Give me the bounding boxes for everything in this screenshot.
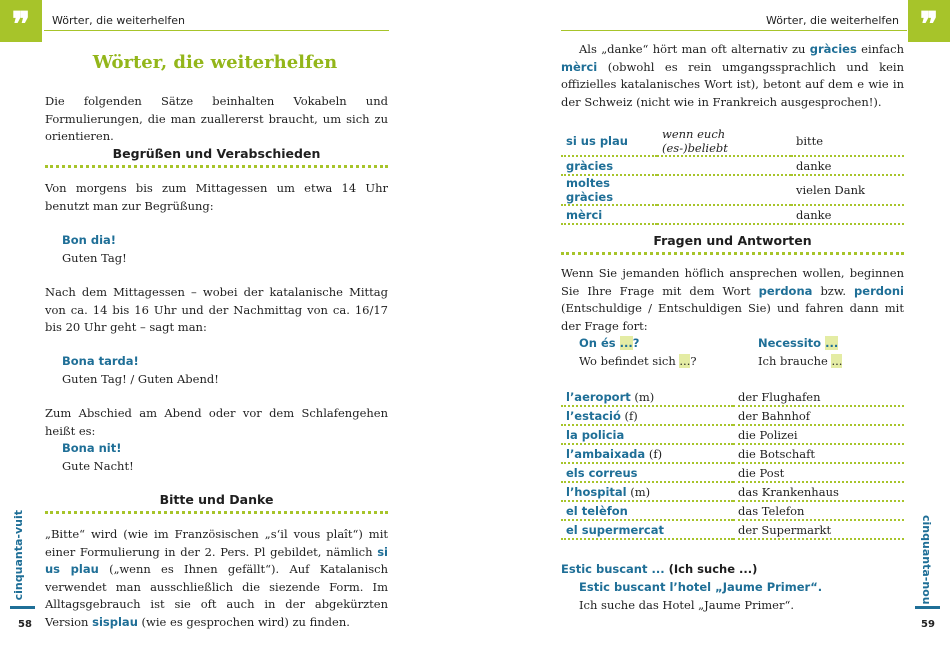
german-meaning: das Telefon (733, 501, 904, 520)
example-meaning: Guten Tag! / Guten Abend! (62, 372, 219, 386)
german-meaning: der Flughafen (733, 388, 904, 406)
placeholder-ellipsis: ... (825, 336, 839, 350)
need-term (758, 336, 838, 350)
side-bar (915, 606, 940, 609)
text-span: („wenn es Ihnen gefällt“). Auf Katalanisch verwendet man ausschließlich die siezende Form. Im Alltagsgebrauch ist sie oft auch in der abgekürzten Version (45, 562, 388, 629)
term: Estic buscant ... (561, 562, 665, 576)
term: el supermercat (566, 522, 665, 537)
text-span: Wenn Sie jemanden höflich ansprechen wollen, beginnen Sie Ihre Frage mit dem Wort (561, 266, 904, 298)
text-span: ? (632, 336, 640, 350)
side-page-label: cinquanta-vuit (12, 510, 25, 601)
german-meaning: danke (791, 205, 904, 224)
literal-note: wenn euch (es-)beliebt (657, 127, 791, 156)
paragraph: Von morgens bis zum Mittagessen um etwa 14 Uhr benutzt man zur Begrüßung: (45, 181, 388, 213)
right-page (475, 0, 950, 648)
example-meaning: Guten Tag! (62, 251, 127, 265)
text-span: Als „danke“ hört man oft alternativ zu (579, 42, 810, 56)
section-heading-questions: Fragen und Antworten (653, 233, 812, 248)
text-span: Wo befindet sich (579, 354, 676, 368)
catalan-term (561, 482, 733, 501)
german-meaning: vielen Dank (791, 175, 904, 205)
german-meaning: die Polizei (733, 425, 904, 444)
dotted-divider (45, 165, 388, 168)
catalan-term (561, 388, 733, 406)
text-span: Necessito (758, 336, 822, 350)
quote-icon: ❞ (0, 0, 42, 42)
catalan-term: gràcies (561, 156, 657, 175)
table-row (561, 444, 904, 463)
literal-note (657, 205, 791, 224)
inline-term: perdoni (854, 283, 904, 298)
table-row (561, 156, 904, 175)
meaning: (Ich suche ...) (668, 562, 758, 576)
catalan-term: moltes gràcies (561, 175, 657, 205)
gender: (f) (624, 408, 638, 423)
search-heading (561, 562, 757, 576)
catalan-term: si us plau (561, 127, 657, 156)
german-meaning: der Supermarkt (733, 520, 904, 539)
inline-term: gràcies (809, 42, 857, 56)
term: l’ambaixada (566, 446, 646, 461)
catalan-term (561, 425, 733, 444)
table-row (561, 482, 904, 501)
example-meaning: Gute Nacht! (62, 459, 134, 473)
table-row (561, 501, 904, 520)
question-meaning (579, 354, 697, 368)
question-term (579, 336, 639, 350)
placeholder-ellipsis: ... (679, 354, 691, 368)
german-meaning: bitte (791, 127, 904, 156)
intro-paragraph: Die folgenden Sätze beinhalten Vokabeln und Formulierungen, die man zuallererst braucht, um sich zu orientieren. (45, 94, 388, 143)
inline-term: si us plau (45, 544, 388, 576)
section-heading-greetings: Begrüßen und Verabschieden (112, 146, 321, 161)
term: els correus (566, 465, 638, 480)
paragraph-questions (561, 265, 904, 335)
text-span: bzw. (812, 283, 855, 298)
places-vocab-table (561, 388, 904, 540)
term: l’hospital (566, 484, 627, 499)
german-meaning: das Krankenhaus (733, 482, 904, 501)
table-row (561, 406, 904, 425)
text-span: ? (690, 354, 697, 368)
dotted-divider (45, 511, 388, 514)
literal-note (657, 156, 791, 175)
text-span: Ich brauche (758, 354, 828, 368)
text-span: einfach (856, 42, 904, 56)
gender: (m) (630, 484, 651, 499)
gender: (f) (648, 446, 663, 461)
page-number: 59 (921, 619, 935, 630)
term: el telèfon (566, 503, 628, 518)
text-span: On és (579, 336, 616, 350)
inline-term: sisplau (92, 614, 138, 629)
german-meaning: der Bahnhof (733, 406, 904, 425)
paragraph: Zum Abschied am Abend oder vor dem Schlafengehen heißt es: (45, 406, 388, 438)
paragraph: Nach dem Mittagessen – wobei der katalanische Mittag von ca. 14 bis 16 Uhr und der Nachmittag von ca. 16/17 bis 20 Uhr geht – sagt man: (45, 285, 388, 334)
header-rule (561, 30, 907, 31)
gender: (m) (634, 389, 655, 404)
table-row (561, 175, 904, 205)
page-title: Wörter, die weiterhelfen (92, 52, 338, 73)
section-heading-please-thanks: Bitte und Danke (159, 492, 274, 507)
example-term: Bon dia! (62, 233, 117, 247)
table-row (561, 520, 904, 539)
german-meaning: die Post (733, 463, 904, 482)
text-span: (wie es gesprochen wird) zu finden. (137, 614, 350, 629)
search-example: Estic buscant l’hotel „Jaume Primer“. (579, 580, 823, 594)
table-row (561, 205, 904, 224)
search-translation: Ich suche das Hotel „Jaume Primer“. (579, 598, 795, 612)
catalan-term (561, 444, 733, 463)
dotted-divider (561, 252, 904, 255)
need-meaning (758, 354, 842, 368)
table-row (561, 388, 904, 406)
example-term: Bona nit! (62, 441, 122, 455)
catalan-term (561, 406, 733, 425)
placeholder-ellipsis: ... (619, 336, 633, 350)
running-header: Wörter, die weiterhelfen (52, 14, 186, 27)
thanks-vocab-table (561, 127, 904, 225)
text-span: (Entschuldige / Entschuldigen Sie) und fahren dann mit der Frage fort: (561, 301, 904, 333)
catalan-term (561, 520, 733, 539)
inline-term: perdona (758, 283, 813, 298)
side-bar (10, 606, 35, 609)
catalan-term: mèrci (561, 205, 657, 224)
side-page-label: cinquanta-nou (920, 515, 933, 605)
catalan-term (561, 501, 733, 520)
example-term: Bona tarda! (62, 354, 139, 368)
header-rule (44, 30, 389, 31)
table-row (561, 425, 904, 444)
inline-term: mèrci (561, 59, 598, 74)
paragraph-please (45, 526, 388, 631)
page-number: 58 (18, 619, 32, 630)
term: l’estació (566, 408, 621, 423)
paragraph-danke (561, 41, 904, 111)
running-header: Wörter, die weiterhelfen (765, 14, 899, 27)
term: l’aeroport (566, 389, 631, 404)
german-meaning: die Botschaft (733, 444, 904, 463)
german-meaning: danke (791, 156, 904, 175)
literal-note (657, 175, 791, 205)
catalan-term (561, 463, 733, 482)
table-row (561, 127, 904, 156)
placeholder-ellipsis: ... (831, 354, 843, 368)
table-row (561, 463, 904, 482)
text-span: „Bitte“ wird (wie im Französischen „s‘il vous plaît“) mit einer Formulierung in der 2. Pers. Pl gebildet, nämlich (45, 527, 388, 559)
term: la policia (566, 427, 625, 442)
text-span: (obwohl es rein umgangssprachlich und kein offizielles katalanisches Wort ist), betont auf dem e wie in der Schweiz (nicht wie in Frankreich ausgesprochen!). (561, 59, 904, 109)
quote-icon: ❞ (908, 0, 950, 42)
